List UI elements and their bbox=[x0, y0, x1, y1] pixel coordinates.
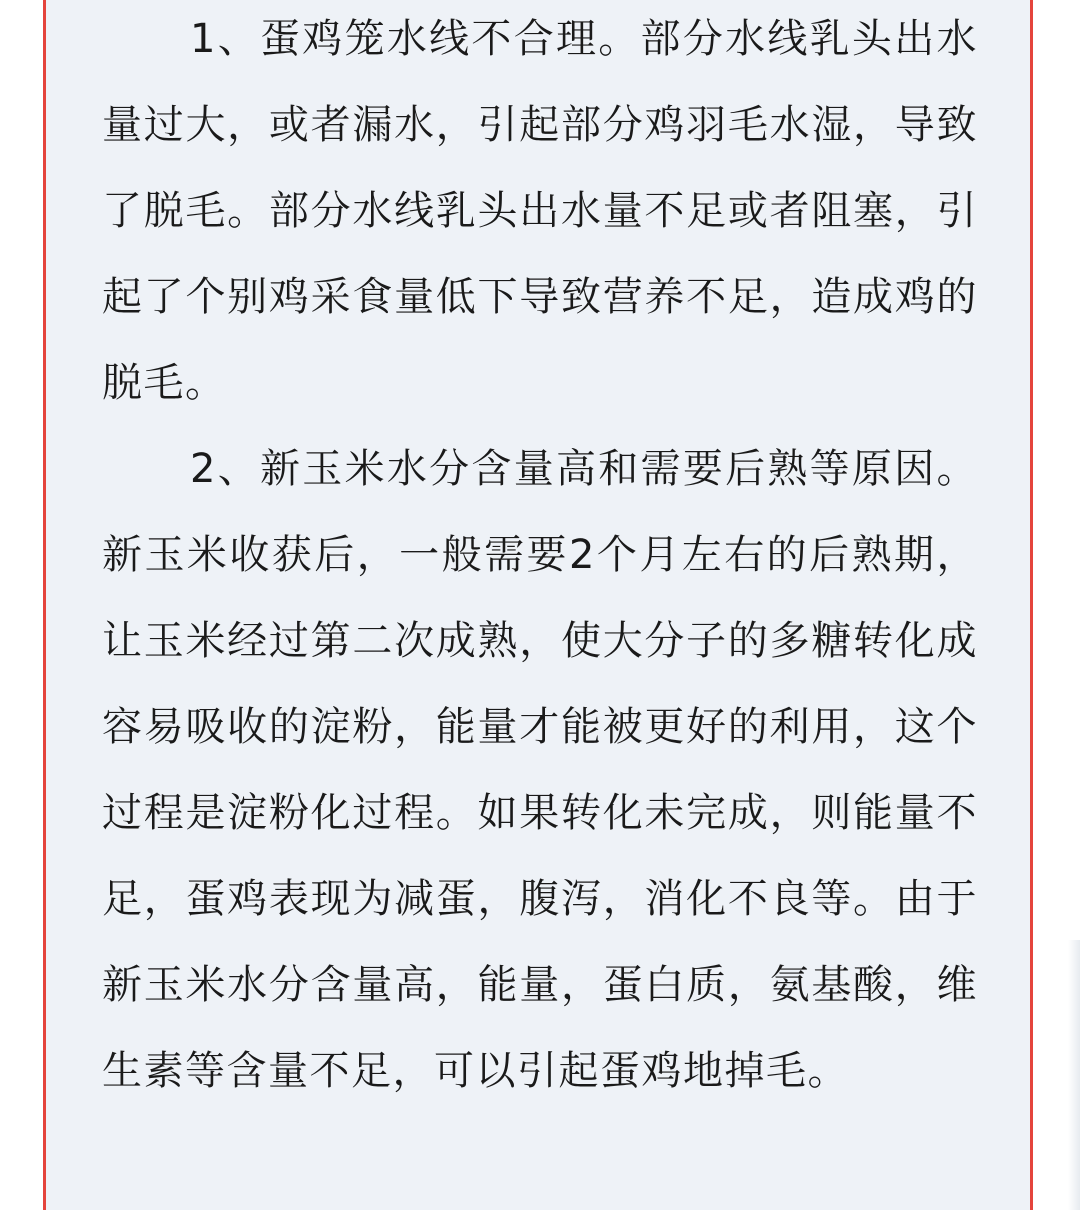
article-panel bbox=[43, 0, 1033, 1210]
article-body bbox=[102, 0, 978, 1114]
paragraph-2: 2、新玉米水分含量高和需要后熟等原因。新玉米收获后，一般需要2个月左右的后熟期，让玉米经过第二次成熟，使大分子的多糖转化成容易吸收的淀粉，能量才能被更好的利用，这个过程是淀粉化过程。如果转化未完成，则能量不足，蛋鸡表现为减蛋，腹泻，消化不良等。由于新玉米水分含量高，能量，蛋白质，氨基酸，维生素等含量不足，可以引起蛋鸡地掉毛。 bbox=[102, 446, 978, 1094]
paragraph-1: 1、蛋鸡笼水线不合理。部分水线乳头出水量过大，或者漏水，引起部分鸡羽毛水湿，导致了脱毛。部分水线乳头出水量不足或者阻塞，引起了个别鸡采食量低下导致营养不足，造成鸡的脱毛。 bbox=[102, 16, 978, 406]
scroll-edge-shadow bbox=[1068, 940, 1080, 1210]
